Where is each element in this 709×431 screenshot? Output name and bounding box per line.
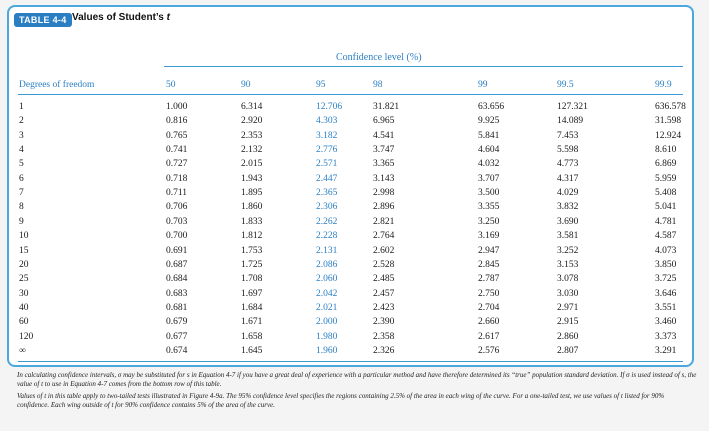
t-value-cell: 127.321 [557, 102, 588, 112]
column-header: 95 [316, 80, 326, 90]
t-value-cell: 1.697 [241, 288, 263, 299]
bottom-rule [18, 361, 683, 362]
dof-cell: 20 [19, 259, 29, 270]
dof-cell: 120 [19, 331, 34, 342]
t-value-cell: 2.447 [316, 173, 338, 184]
t-value-cell: 1.860 [241, 202, 263, 213]
t-value-cell: 3.707 [478, 173, 500, 184]
table-number-badge: TABLE 4-4 [14, 13, 72, 27]
t-value-cell: 1.943 [241, 173, 263, 184]
table-title [72, 12, 170, 23]
t-value-cell: 2.576 [478, 345, 500, 356]
t-value-cell: 2.353 [241, 130, 263, 141]
dof-cell: 1 [19, 102, 24, 112]
dof-header: Degrees of freedom [19, 80, 95, 90]
t-value-cell: 3.747 [373, 145, 395, 156]
t-value-cell: 0.691 [166, 245, 188, 256]
t-value-cell: 6.965 [373, 116, 395, 127]
t-value-cell: 2.845 [478, 259, 500, 270]
column-header: 50 [166, 80, 176, 90]
t-value-cell: 2.228 [316, 231, 338, 242]
t-value-cell: 3.460 [655, 317, 677, 328]
t-value-cell: 0.765 [166, 130, 188, 141]
dof-cell: 2 [19, 116, 24, 127]
t-value-cell: 0.718 [166, 173, 188, 184]
t-value-cell: 2.660 [478, 317, 500, 328]
t-value-cell: 5.598 [557, 145, 579, 156]
t-value-cell: 2.860 [557, 331, 579, 342]
t-value-cell: 0.706 [166, 202, 188, 213]
t-value-cell: 1.671 [241, 317, 263, 328]
t-value-cell: 3.169 [478, 231, 500, 242]
t-value-cell: 0.683 [166, 288, 188, 299]
t-value-cell: 2.358 [373, 331, 395, 342]
t-value-cell: 3.291 [655, 345, 677, 356]
t-value-cell: 5.959 [655, 173, 677, 184]
confidence-level-label: Confidence level (%) [336, 52, 422, 63]
t-value-cell: 3.373 [655, 331, 677, 342]
dof-cell: 60 [19, 317, 29, 328]
t-value-cell: 0.687 [166, 259, 188, 270]
t-value-cell: 2.704 [478, 302, 500, 313]
t-value-cell: 2.423 [373, 302, 395, 313]
column-header: 99.5 [557, 80, 574, 90]
t-value-cell: 3.725 [655, 274, 677, 285]
column-header: 99 [478, 80, 488, 90]
t-value-cell: 2.131 [316, 245, 338, 256]
t-value-cell: 3.500 [478, 188, 500, 199]
column-header: 99.9 [655, 80, 672, 90]
t-value-cell: 4.587 [655, 231, 677, 242]
t-value-cell: 12.924 [655, 130, 682, 141]
t-value-cell: 3.250 [478, 216, 500, 227]
t-value-cell: 3.551 [655, 302, 677, 313]
t-value-cell: 2.365 [316, 188, 338, 199]
t-value-cell: 1.812 [241, 231, 263, 242]
t-value-cell: 3.646 [655, 288, 677, 299]
t-value-cell: 636.578 [655, 102, 686, 112]
t-value-cell: 6.869 [655, 159, 677, 170]
t-value-cell: 5.841 [478, 130, 500, 141]
t-value-cell: 4.781 [655, 216, 677, 227]
t-value-cell: 2.821 [373, 216, 395, 227]
t-value-cell: 4.604 [478, 145, 500, 156]
t-value-cell: 1.658 [241, 331, 263, 342]
t-value-cell: 4.317 [557, 173, 579, 184]
t-value-cell: 31.598 [655, 116, 682, 127]
t-value-cell: 2.306 [316, 202, 338, 213]
t-value-cell: 3.690 [557, 216, 579, 227]
t-value-cell: 2.528 [373, 259, 395, 270]
t-value-cell: 1.753 [241, 245, 263, 256]
t-value-cell: 2.326 [373, 345, 395, 356]
t-value-cell: 0.700 [166, 231, 188, 242]
t-value-cell: 1.725 [241, 259, 263, 270]
dof-cell: 25 [19, 274, 29, 285]
t-value-cell: 2.807 [557, 345, 579, 356]
t-value-cell: 1.895 [241, 188, 263, 199]
dof-cell: 5 [19, 159, 24, 170]
t-value-cell: 1.645 [241, 345, 263, 356]
t-value-cell: 3.030 [557, 288, 579, 299]
t-value-cell: 0.684 [166, 274, 188, 285]
dof-cell: 30 [19, 288, 29, 299]
t-value-cell: 0.679 [166, 317, 188, 328]
t-value-cell: 2.060 [316, 274, 338, 285]
t-value-cell: 2.776 [316, 145, 338, 156]
t-value-cell: 1.708 [241, 274, 263, 285]
t-value-cell: 2.602 [373, 245, 395, 256]
t-value-cell: 2.457 [373, 288, 395, 299]
dof-cell: 3 [19, 130, 24, 141]
dof-cell: 4 [19, 145, 24, 156]
t-value-cell: 3.365 [373, 159, 395, 170]
dof-cell: 10 [19, 231, 29, 242]
t-value-cell: 0.741 [166, 145, 188, 156]
t-value-cell: 2.390 [373, 317, 395, 328]
t-value-cell: 2.971 [557, 302, 579, 313]
t-value-cell: 4.773 [557, 159, 579, 170]
t-value-cell: 2.617 [478, 331, 500, 342]
t-value-cell: 3.182 [316, 130, 338, 141]
t-value-cell: 2.920 [241, 116, 263, 127]
table-title-text: Values of Student’s [72, 12, 164, 23]
t-value-cell: 2.998 [373, 188, 395, 199]
t-value-cell: 2.947 [478, 245, 500, 256]
t-value-cell: 2.132 [241, 145, 263, 156]
t-value-cell: 3.355 [478, 202, 500, 213]
t-value-cell: 2.485 [373, 274, 395, 285]
t-value-cell: 0.816 [166, 116, 188, 127]
t-value-cell: 1.980 [316, 331, 338, 342]
t-value-cell: 4.029 [557, 188, 579, 199]
t-value-cell: 4.073 [655, 245, 677, 256]
t-value-cell: 0.711 [166, 188, 188, 199]
t-value-cell: 2.000 [316, 317, 338, 328]
t-value-cell: 3.252 [557, 245, 579, 256]
t-value-cell: 4.303 [316, 116, 338, 127]
t-value-cell: 4.032 [478, 159, 500, 170]
t-value-cell: 2.021 [316, 302, 338, 313]
column-header: 90 [241, 80, 251, 90]
dof-cell: 15 [19, 245, 29, 256]
t-value-cell: 0.674 [166, 345, 188, 356]
t-value-cell: 4.541 [373, 130, 395, 141]
confidence-underline [164, 66, 683, 67]
dof-cell: 6 [19, 173, 24, 184]
t-value-cell: 12.706 [316, 102, 343, 112]
t-value-cell: 2.042 [316, 288, 338, 299]
t-value-cell: 0.681 [166, 302, 188, 313]
dof-cell: 7 [19, 188, 24, 199]
dof-cell: 40 [19, 302, 29, 313]
dof-cell: ∞ [19, 345, 26, 356]
t-value-cell: 3.850 [655, 259, 677, 270]
t-value-cell: 3.581 [557, 231, 579, 242]
t-value-cell: 7.453 [557, 130, 579, 141]
t-value-cell: 2.086 [316, 259, 338, 270]
t-value-cell: 2.896 [373, 202, 395, 213]
t-value-cell: 1.833 [241, 216, 263, 227]
t-value-cell: 1.684 [241, 302, 263, 313]
t-value-cell: 1.960 [316, 345, 338, 356]
t-value-cell: 2.750 [478, 288, 500, 299]
table-title-symbol: t [166, 12, 170, 23]
t-value-cell: 63.656 [478, 102, 505, 112]
footnote-1: In calculating confidence intervals, σ may be substituted for s in Equation 4-7 if you have a great deal of experience with a particular method and have therefore determined its “true” population standard deviation. If σ is used instead of s, the value of t to use in Equation 4-7 comes from the bottom row of this table. [17, 371, 697, 388]
t-value-cell: 6.314 [241, 102, 263, 112]
t-value-cell: 5.041 [655, 202, 677, 213]
t-value-cell: 3.832 [557, 202, 579, 213]
column-header: 98 [373, 80, 383, 90]
t-value-cell: 0.727 [166, 159, 188, 170]
t-value-cell: 2.764 [373, 231, 395, 242]
dof-cell: 9 [19, 216, 24, 227]
t-value-cell: 2.262 [316, 216, 338, 227]
t-value-cell: 0.703 [166, 216, 188, 227]
t-value-cell: 2.787 [478, 274, 500, 285]
t-value-cell: 31.821 [373, 102, 400, 112]
t-value-cell: 1.000 [166, 102, 188, 112]
header-rule [18, 94, 683, 95]
t-value-cell: 2.571 [316, 159, 338, 170]
t-value-cell: 8.610 [655, 145, 677, 156]
t-value-cell: 3.143 [373, 173, 395, 184]
t-value-cell: 3.078 [557, 274, 579, 285]
t-value-cell: 0.677 [166, 331, 188, 342]
t-value-cell: 2.015 [241, 159, 263, 170]
t-value-cell: 5.408 [655, 188, 677, 199]
t-value-cell: 14.089 [557, 116, 584, 127]
t-value-cell: 3.153 [557, 259, 579, 270]
t-value-cell: 9.925 [478, 116, 500, 127]
t-value-cell: 2.915 [557, 317, 579, 328]
dof-cell: 8 [19, 202, 24, 213]
footnote-2: Values of t in this table apply to two-tailed tests illustrated in Figure 4-9a. The 95% confidence level specifies the regions containing 2.5% of the area in each wing of the curve. For a one-tailed test, we use values of t listed for 90% confidence. Each wing outside of t for 90% confidence contains 5% of the area of the curve. [17, 392, 665, 409]
